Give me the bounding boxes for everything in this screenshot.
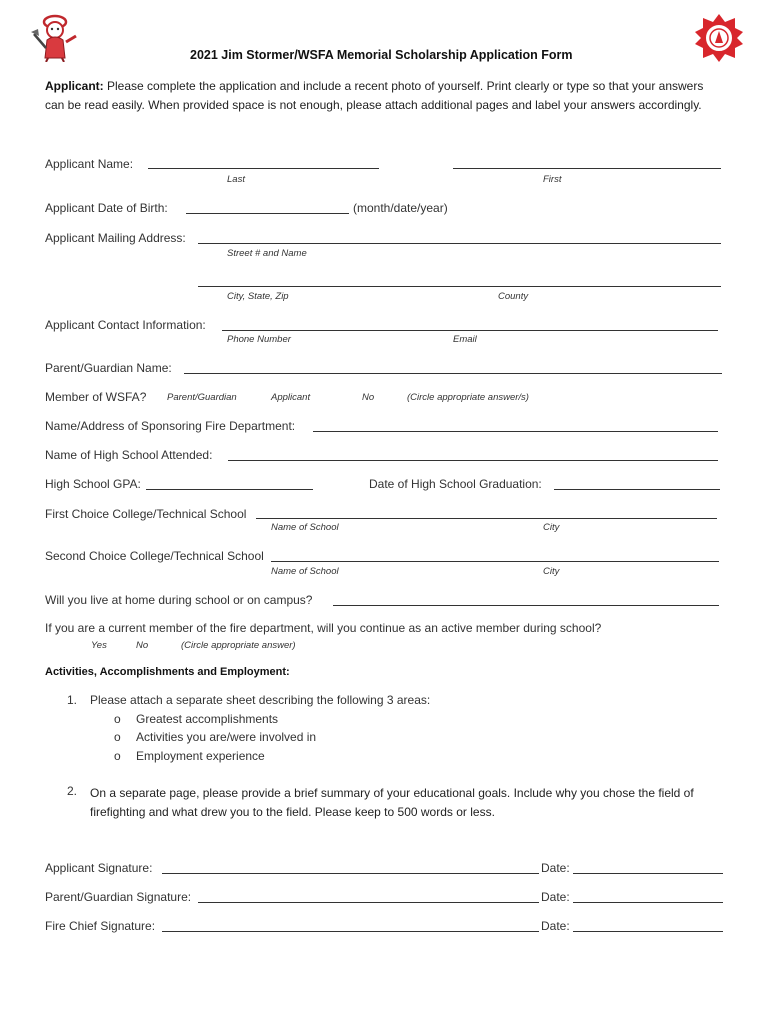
second-city-caption: City: [543, 566, 560, 577]
last-caption: Last: [227, 174, 245, 185]
chief-signature-field[interactable]: [162, 931, 539, 932]
item-2-number: 2.: [67, 784, 78, 798]
sub-item-accomplishments: Greatest accomplishments: [136, 712, 279, 726]
first-city-caption: City: [543, 522, 560, 533]
activities-heading: Activities, Accomplishments and Employment:: [45, 666, 290, 678]
active-option-yes[interactable]: Yes: [91, 640, 107, 651]
high-school-label: Name of High School Attended:: [45, 448, 213, 462]
email-caption: Email: [453, 334, 477, 345]
wsfa-option-applicant[interactable]: Applicant: [271, 392, 311, 403]
live-field[interactable]: [333, 605, 719, 606]
live-label: Will you live at home during school or on campus?: [45, 593, 313, 607]
sub-item-activities: Activities you are/were involved in: [136, 730, 317, 744]
item-1-number: 1.: [67, 693, 78, 707]
first-school-caption: Name of School: [271, 522, 339, 533]
street-caption: Street # and Name: [227, 248, 307, 259]
gpa-label: High School GPA:: [45, 477, 141, 491]
guardian-label: Parent/Guardian Name:: [45, 361, 172, 375]
wsfa-option-no[interactable]: No: [362, 392, 375, 403]
bullet-3: o: [114, 749, 121, 763]
fire-department-maltese-cross-icon: [693, 12, 745, 64]
guardian-field[interactable]: [184, 373, 722, 374]
city-caption: City, State, Zip: [227, 291, 289, 302]
graduation-field[interactable]: [554, 489, 720, 490]
guardian-date-field[interactable]: [573, 902, 723, 903]
bullet-2: o: [114, 730, 121, 744]
applicant-signature-field[interactable]: [162, 873, 539, 874]
bullet-1: o: [114, 712, 121, 726]
guardian-date-label: Date:: [541, 890, 570, 904]
second-college-label: Second Choice College/Technical School: [45, 549, 264, 563]
graduation-label: Date of High School Graduation:: [369, 477, 542, 491]
sub-item-employment: Employment experience: [136, 749, 265, 763]
contact-field[interactable]: [222, 330, 718, 331]
chief-date-label: Date:: [541, 919, 570, 933]
sponsor-field[interactable]: [313, 431, 718, 432]
active-option-no[interactable]: No: [136, 640, 149, 651]
phone-caption: Phone Number: [227, 334, 291, 345]
county-caption: County: [498, 291, 529, 302]
guardian-signature-label: Parent/Guardian Signature:: [45, 890, 192, 904]
chief-signature-label: Fire Chief Signature:: [45, 919, 156, 933]
first-college-field[interactable]: [256, 518, 717, 519]
mailing-label: Applicant Mailing Address:: [45, 231, 186, 245]
firefighter-mascot-icon: [28, 8, 82, 62]
applicant-name-label: Applicant Name:: [45, 157, 134, 171]
street-field[interactable]: [198, 243, 721, 244]
applicant-date-field[interactable]: [573, 873, 723, 874]
wsfa-option-guardian[interactable]: Parent/Guardian: [167, 392, 237, 403]
active-member-question: If you are a current member of the fire department, will you continue as an active member during school?: [45, 621, 602, 635]
city-county-field[interactable]: [198, 286, 721, 287]
first-college-label: First Choice College/Technical School: [45, 507, 247, 521]
high-school-field[interactable]: [228, 460, 718, 461]
applicant-signature-label: Applicant Signature:: [45, 861, 153, 875]
second-college-field[interactable]: [271, 561, 719, 562]
last-name-field[interactable]: [148, 168, 379, 169]
chief-date-field[interactable]: [573, 931, 723, 932]
active-hint: (Circle appropriate answer): [181, 640, 296, 651]
intro-paragraph: [45, 77, 725, 114]
second-school-caption: Name of School: [271, 566, 339, 577]
first-caption: First: [543, 174, 562, 185]
item-2-text: On a separate page, please provide a brief summary of your educational goals. Include why you chose the field of firefighting and what drew you to the field. Please keep to 500 words or less.: [90, 786, 694, 819]
dob-field[interactable]: [186, 213, 349, 214]
dob-hint: (month/date/year): [353, 201, 448, 215]
dob-label: Applicant Date of Birth:: [45, 201, 168, 215]
first-name-field[interactable]: [453, 168, 721, 169]
form-title: 2021 Jim Stormer/WSFA Memorial Scholarship Application Form: [190, 48, 573, 62]
intro-text: Please complete the application and include a recent photo of yourself. Print clearly or type so that your answers can be read easily. When provided space is not enough, please attach additional pages and label your answers accordingly.: [45, 79, 704, 112]
sponsor-label: Name/Address of Sponsoring Fire Department:: [45, 419, 296, 433]
applicant-date-label: Date:: [541, 861, 570, 875]
guardian-signature-field[interactable]: [198, 902, 539, 903]
wsfa-label: Member of WSFA?: [45, 390, 147, 404]
intro-lead: Applicant:: [45, 79, 104, 93]
item-1-text: Please attach a separate sheet describing the following 3 areas:: [90, 693, 431, 707]
wsfa-hint: (Circle appropriate answer/s): [407, 392, 529, 403]
gpa-field[interactable]: [146, 489, 313, 490]
contact-label: Applicant Contact Information:: [45, 318, 206, 332]
